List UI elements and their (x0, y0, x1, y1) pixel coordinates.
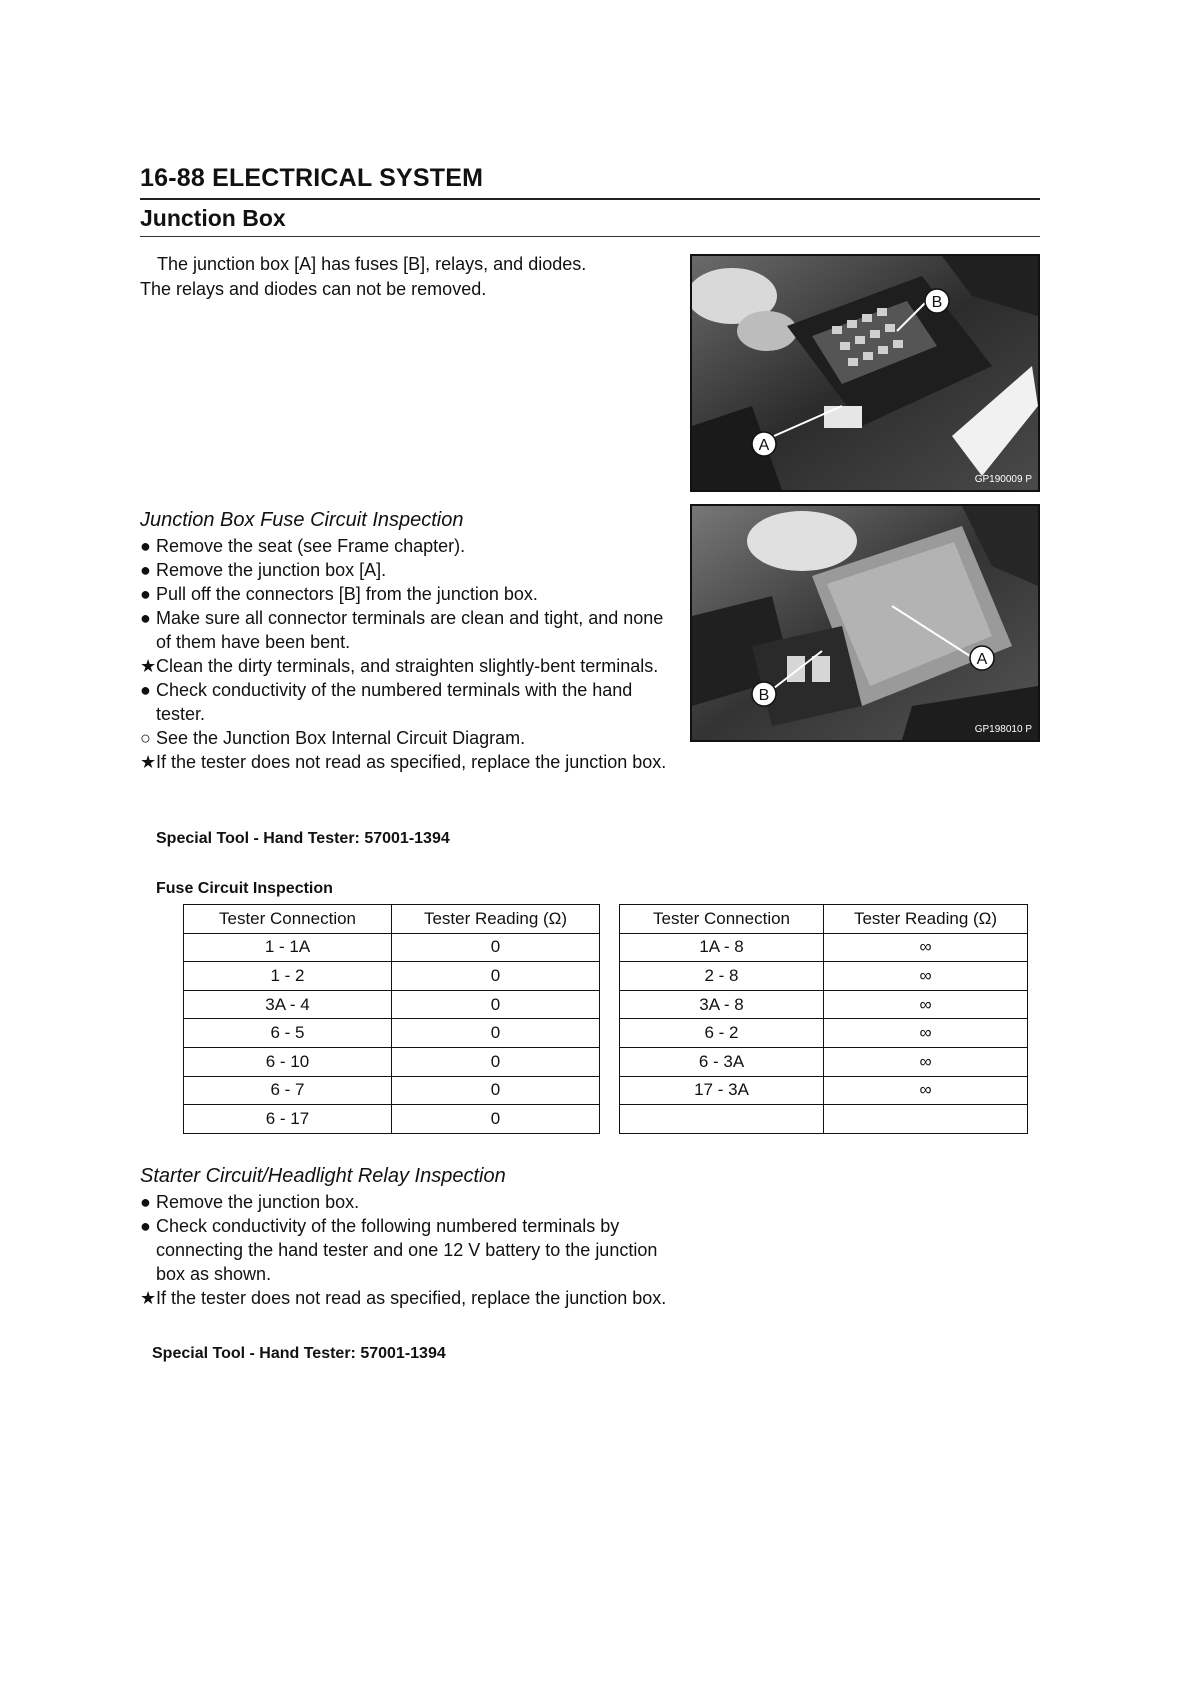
step-text: Make sure all connector terminals are clean and tight, and none of them have been bent. (156, 608, 664, 652)
cell-reading: ∞ (824, 990, 1028, 1019)
step-text: See the Junction Box Internal Circuit Diagram. (156, 728, 526, 748)
callout-b-label: B (758, 687, 770, 704)
table-row (620, 933, 1028, 962)
table-row (184, 990, 600, 1019)
fuse-inspection-steps (140, 534, 675, 774)
cell-connection: 6 - 5 (184, 1019, 392, 1048)
table-row (184, 1076, 600, 1105)
step-marker: ● (140, 608, 151, 628)
step-item (140, 1286, 675, 1310)
col-header-reading: Tester Reading (Ω) (392, 905, 600, 934)
col-header-connection: Tester Connection (184, 905, 392, 934)
step-text: Check conductivity of the following numbered terminals by connecting the hand tester and one 12 V battery to the junction box as shown. (156, 1216, 658, 1284)
col-header-reading: Tester Reading (Ω) (824, 905, 1028, 934)
cell-connection: 6 - 17 (184, 1105, 392, 1134)
table-row (620, 1076, 1028, 1105)
special-tool-note: Special Tool - Hand Tester: 57001-1394 (152, 1345, 446, 1362)
cell-reading: ∞ (824, 1019, 1028, 1048)
fuse-table-left (183, 904, 600, 1134)
table-row (620, 990, 1028, 1019)
fuse-table-right (619, 904, 1028, 1134)
cell-connection (620, 1105, 824, 1134)
step-text: Pull off the connectors [B] from the junction box. (156, 584, 538, 604)
table-row (184, 933, 600, 962)
cell-connection: 3A - 4 (184, 990, 392, 1019)
step-text: Remove the junction box. (156, 1192, 360, 1212)
table-row (620, 1019, 1028, 1048)
cell-connection: 6 - 2 (620, 1019, 824, 1048)
cell-connection: 6 - 7 (184, 1076, 392, 1105)
junction-box-connectors-photo-art (692, 506, 1038, 740)
cell-reading: 0 (392, 933, 600, 962)
step-item (140, 534, 675, 558)
cell-connection: 2 - 8 (620, 962, 824, 991)
step-item (140, 750, 675, 774)
special-tool-note: Special Tool - Hand Tester: 57001-1394 (156, 830, 450, 847)
junction-box-photo (690, 254, 1040, 492)
step-marker: ● (140, 1216, 151, 1236)
step-text: Check conductivity of the numbered terminals with the hand tester. (156, 680, 633, 724)
intro-line-2: The relays and diodes can not be removed. (140, 279, 487, 299)
cell-reading: 0 (392, 962, 600, 991)
table-row (620, 1105, 1028, 1134)
cell-connection: 17 - 3A (620, 1076, 824, 1105)
step-text: Remove the junction box [A]. (156, 560, 387, 580)
table-header-row (620, 905, 1028, 934)
step-item (140, 606, 675, 654)
step-item (140, 654, 675, 678)
cell-reading: 0 (392, 1105, 600, 1134)
step-item (140, 1214, 675, 1286)
step-item (140, 726, 675, 750)
table-row (184, 962, 600, 991)
photo-code: GP198010 P (974, 724, 1032, 735)
cell-connection: 3A - 8 (620, 990, 824, 1019)
cell-reading: 0 (392, 1047, 600, 1076)
step-text: If the tester does not read as specified, replace the junction box. (156, 752, 667, 772)
cell-reading: ∞ (824, 1047, 1028, 1076)
table-row (184, 1105, 600, 1134)
step-text: If the tester does not read as specified, replace the junction box. (156, 1288, 667, 1308)
intro-line-1: The junction box [A] has fuses [B], relays, and diodes. (157, 254, 587, 274)
section-title: Junction Box (140, 205, 286, 231)
table-row (620, 962, 1028, 991)
cell-connection: 1 - 1A (184, 933, 392, 962)
starter-inspection-steps (140, 1190, 675, 1310)
step-marker: ● (140, 560, 151, 580)
step-item (140, 582, 675, 606)
page-title: 16-88 ELECTRICAL SYSTEM (140, 164, 484, 192)
step-marker: ● (140, 584, 151, 604)
junction-box-photo-art (692, 256, 1038, 490)
cell-reading: ∞ (824, 933, 1028, 962)
header-rule (140, 198, 1040, 200)
cell-reading: 0 (392, 1076, 600, 1105)
cell-reading: 0 (392, 990, 600, 1019)
callout-b-label: B (931, 294, 943, 311)
table-header-row (184, 905, 600, 934)
step-marker: ★ (140, 656, 157, 676)
table-row (184, 1047, 600, 1076)
cell-connection: 1 - 2 (184, 962, 392, 991)
cell-reading: ∞ (824, 962, 1028, 991)
step-text: Remove the seat (see Frame chapter). (156, 536, 466, 556)
photo-code: GP190009 P (974, 474, 1032, 485)
table-row (620, 1047, 1028, 1076)
fuse-inspection-heading: Junction Box Fuse Circuit Inspection (140, 509, 464, 531)
callout-a-label: A (758, 437, 770, 454)
intro-paragraph (140, 252, 670, 302)
cell-reading: 0 (392, 1019, 600, 1048)
step-item (140, 678, 675, 726)
junction-box-connectors-photo (690, 504, 1040, 742)
callout-a-label: A (976, 651, 988, 668)
step-text: Clean the dirty terminals, and straighten slightly-bent terminals. (156, 656, 659, 676)
cell-connection: 6 - 3A (620, 1047, 824, 1076)
cell-reading (824, 1105, 1028, 1134)
step-item (140, 558, 675, 582)
step-marker: ○ (140, 728, 151, 748)
section-rule (140, 236, 1040, 237)
step-marker: ★ (140, 1288, 157, 1308)
step-marker: ★ (140, 752, 157, 772)
fuse-table-caption: Fuse Circuit Inspection (156, 880, 333, 897)
step-item (140, 1190, 675, 1214)
starter-inspection-heading: Starter Circuit/Headlight Relay Inspection (140, 1165, 506, 1187)
cell-connection: 1A - 8 (620, 933, 824, 962)
table-row (184, 1019, 600, 1048)
col-header-connection: Tester Connection (620, 905, 824, 934)
step-marker: ● (140, 536, 151, 556)
step-marker: ● (140, 680, 151, 700)
cell-connection: 6 - 10 (184, 1047, 392, 1076)
step-marker: ● (140, 1192, 151, 1212)
cell-reading: ∞ (824, 1076, 1028, 1105)
